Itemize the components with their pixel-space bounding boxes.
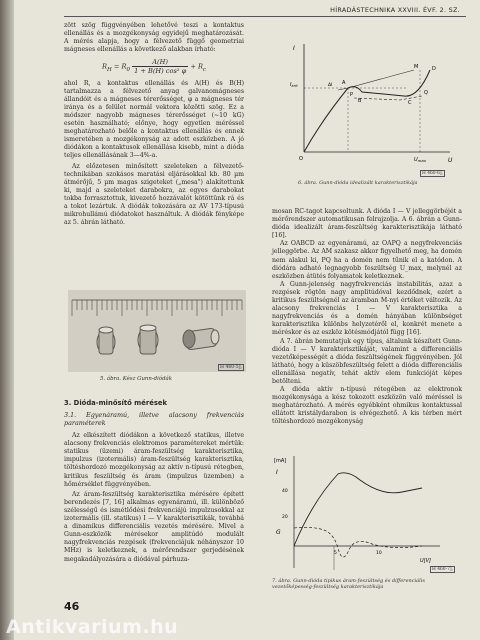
formula-tail: + R <box>190 62 203 71</box>
paragraph: Az elkészített diódákon a következő statikus, illetve alacsony frekvenciás elektromos paramétereket mértük: statikus (üzemi) áram-feszültség karakterisztika, impulzus (izotermális) áram-feszültség karakterisztika, töltéshordozó mozgékonyság az aktív n-típusú rétegben, kritikus feszültség és áram (impulzus üzemben) a hőmérséklet függvényében. <box>64 432 244 488</box>
formula-eq: = R <box>113 62 127 71</box>
paragraph: mosan RC-tagot kapcsoltunk. A dióda I — V jelleggörbéjét a mérőrendszer automatikusan felrajzolja. A 6. ábrán a Gunn-dióda idealizált áram-feszültség karakterisztikája látható [16]. <box>272 208 462 240</box>
fig6-ikrit-label: $I_{krit}$ <box>290 82 298 88</box>
paragraph: Az áram-feszültség karakterisztika mérésére épített berendezés [7, 16] alkalmas egyenáramú, ill. különböző szélességű és ismétlődési frekvenciájú impulzusokkal az izotermális (ill. statikus) I — V karakterisztikák, továbbá a dinamikus differenciális vezetés mérésére. Mivel a Gunn-eszközök mérésekor amplitúdó modulált nagyfrekvenciás rezgések (frekvenciájuk néhányszor 10 MHz) is keletkeznek, a mérőrendszer gerjedésének megakadályozására a diódával párhuza- <box>64 490 244 563</box>
paragraph: Az OABCD az egyenáramú, az OAPQ a negyfrekvenciás jelleggörbe. Az AM szakasz akkor figyelhető meg, ha domén nem alakul ki, PQ ha a domén nem tűnik el a katódon. A diódára adható legnagyobb feszültség U_max, melynél az eszközben átütés folyamatok keletkeznek. <box>272 240 462 280</box>
fig6-point-b: B <box>358 98 362 104</box>
paragraph: A 7. ábrán bemutatjuk egy típus, általunk készített Gunn-dióda I — V karakterisztikáját, valamint a differenciális vezetőképességét a dióda feszültségének függvényében. Jól látható, hogy a küszöbfeszültség felett a dióda differenciális ellenállása negatív, tehát aktív elem funkcióját képes betölteni. <box>272 337 462 385</box>
fig6-point-d: D <box>432 66 436 72</box>
subsection-heading: 3.1. Egyenáramú, illetve alacsony frekvenciás paraméterek <box>64 411 244 428</box>
section-heading: 3. Dióda-minősítő mérések <box>64 399 168 407</box>
page-edge-shadow <box>0 0 14 640</box>
fig6-delta-label: ΔI <box>328 83 333 88</box>
fig6-point-q: Q <box>424 90 428 96</box>
fig7-tick-y: 20 <box>282 515 288 520</box>
fig6-umax-label: $U_{max}$ <box>414 157 426 163</box>
fig7-y-label-g: G <box>276 529 281 536</box>
fig7-x-label: U[V] <box>420 558 431 564</box>
fig6-point-p: P <box>350 92 354 98</box>
paragraph: A dióda aktív n-típusú rétegében az elektronok mozgékonysága a kész tokozott eszközön való méréssel is meghatározható. A mérés egyébként ohmikus kontaktussal ellátott kristálydarabon is elvégezhető. A kis térben mért töltéshordozó mozgékonyság <box>272 386 462 426</box>
fig6-x-label: U <box>448 157 453 164</box>
paragraph: ahol R, a kontaktus ellenállás és A(H) és B(H) tartalmazza a félvezető anyag galvanomágneses állandóit és a mágneses térerősséget, φ a mágneses tér iránya és a felület normál vektora közötti szög. Ez a módszer nagyobb mágneses térerősséget (~10 kG) esetén használható; előnye, hogy egyetlen méréssel meghatározható belőle a kontaktus ellenállás és ennek ismeretében a mozgékonyság az adott eszközben. A jó diódákon a kontaktusok ellenállása kisebb, mint a dióda teljes ellenállásának 3—4%-a. <box>64 79 244 160</box>
figure-7-caption: 7. ábra. Gunn-dióda tipikus áram-feszültség és differenciális vezetőképesség-feszültség karakterisztikája <box>272 578 425 590</box>
fig6-point-c: C <box>408 100 412 106</box>
fig7-tick-y: 40 <box>282 489 288 494</box>
paragraph: Az előzetesen minősített szeleteken a félvezető-technikában szokásos maratási eljárásokkal kb. 80 µm átmérőjű, 5 µm magas szigeteket („mesa") alakítottunk ki, majd a szeleteket darabokra, az egyes darabokat tokba forrasztottuk, kivezető hozzávalót kötöttünk rá és a tokot lezártuk. A diódák tokozására az AV 173-típusú mikrohullámú diódatokot használtuk. A diódák fényképe az 5. ábrán látható. <box>64 162 244 227</box>
fig7-y-unit: [mA] <box>274 458 287 464</box>
watermark: Antikvarium.hu <box>6 616 179 638</box>
formula-lhs: R <box>101 62 107 71</box>
figure-5-caption: 5. ábra. Kész Gunn-diódák <box>100 376 173 382</box>
journal-header: HÍRADÁSTECHNIKA XXVIII. ÉVF. 2. SZ. <box>330 6 460 14</box>
right-column <box>272 208 462 427</box>
formula-numerator: A(H) <box>132 58 188 67</box>
page-number: 46 <box>64 600 80 613</box>
figure-6-diagram <box>290 40 460 168</box>
fig7-tick-x: 10 <box>376 551 382 556</box>
figure-5-photo <box>68 290 246 372</box>
fig6-point-a: A <box>342 80 346 86</box>
fig6-y-label: I <box>293 45 295 52</box>
header-rule <box>64 16 466 17</box>
formula-denominator: 1 + B(H) cos² φ <box>134 67 187 76</box>
paragraph: zött szög függvényében lehetővé teszi a kontaktus ellenállás és a mozgékonyság egyidejű meghatározását. A mérés alapja, hogy a félvezető függő geometriai mágneses ellenállás a következő alakban írható: <box>64 22 244 54</box>
fig7-y-label-i: I <box>276 469 278 476</box>
figure-7-tag: H 460-7], <box>432 567 453 572</box>
left-column-lower <box>64 393 244 564</box>
formula-sub: c <box>202 67 207 74</box>
formula-sub: H <box>106 67 112 74</box>
paragraph: A Gunn-jelenség nagyfrekvenciás instabilitás, azaz a rezgések rögtön nagy amplitúdóval kezdődnek, ezért a kritikus feszültségnél az áramban M-nyi értéket változik. Az alacsony frekvenciás I — V karakterisztika a nagyfrekvenciás és a domén hányában különbséget karakterisztika különbs helyzetéről el, konkrét menete a méréskor és az eszköz kötésmódjától függ [16]. <box>272 280 462 337</box>
figure-6-caption: 6. ábra. Gunn-dióda idealizált karakterisztikája <box>298 180 418 186</box>
figure-6-tag: H 460-6], <box>422 171 443 176</box>
formula-sub: 0 <box>126 67 130 74</box>
figure-7-chart <box>272 452 450 574</box>
left-column <box>64 22 244 227</box>
fig7-tick-x: 5 <box>334 551 337 556</box>
fig6-point-o: O <box>299 156 303 162</box>
fig6-point-m: M <box>414 64 419 70</box>
formula-fraction <box>132 58 188 75</box>
formula <box>64 58 244 75</box>
diode-photo-image <box>68 290 246 372</box>
figure-5-tag: H 460-5], <box>220 365 242 370</box>
